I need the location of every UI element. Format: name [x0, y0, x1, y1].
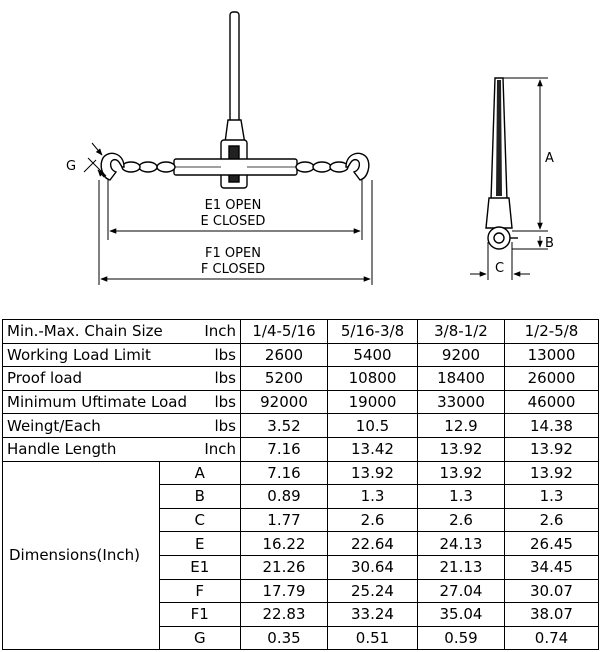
value-cell: 1.3 — [328, 485, 418, 509]
label-f-closed: F CLOSED — [200, 262, 266, 277]
header-size-4: 1/2-5/8 — [505, 320, 599, 344]
row-label-cell — [3, 343, 241, 367]
value-cell: 30.07 — [505, 579, 599, 603]
value-cell: 26.45 — [505, 532, 599, 556]
label-f1-open: F1 OPEN — [205, 246, 261, 261]
value-cell: 2.6 — [328, 508, 418, 532]
value-cell: 7.16 — [241, 461, 328, 485]
value-cell: 30.64 — [328, 555, 418, 579]
value-cell: 0.89 — [241, 485, 328, 509]
value-cell: 13.92 — [328, 461, 418, 485]
table-row — [3, 414, 599, 438]
row-label-cell — [3, 390, 241, 414]
value-cell: 1.3 — [418, 485, 505, 509]
value-cell: 13.92 — [418, 437, 505, 461]
value-cell: 0.35 — [241, 626, 328, 650]
label-g: G — [66, 159, 77, 174]
row-label: Weingt/Each — [7, 416, 101, 435]
value-cell: 10800 — [328, 367, 418, 391]
value-cell: 2.6 — [418, 508, 505, 532]
value-cell: 26000 — [505, 367, 599, 391]
label-e1-open: E1 OPEN — [204, 198, 262, 213]
value-cell: 13.42 — [328, 437, 418, 461]
value-cell: 1.3 — [505, 485, 599, 509]
row-unit: lbs — [214, 345, 236, 364]
dimension-key: E1 — [159, 555, 240, 579]
value-cell: 2600 — [241, 343, 328, 367]
table-row — [3, 367, 599, 391]
table-row — [3, 343, 599, 367]
dimensions-group-label: Dimensions(Inch) — [3, 462, 159, 650]
value-cell: 2.6 — [505, 508, 599, 532]
dimensions-group-cell — [3, 461, 241, 650]
header-size-3: 3/8-1/2 — [418, 320, 505, 344]
value-cell: 34.45 — [505, 555, 599, 579]
dimension-key: B — [159, 485, 240, 509]
value-cell: 92000 — [241, 390, 328, 414]
row-label-cell — [3, 437, 241, 461]
row-label: Proof load — [7, 369, 83, 388]
dimension-key: F — [159, 579, 240, 603]
label-a: A — [545, 151, 554, 166]
value-cell: 25.24 — [328, 579, 418, 603]
value-cell: 38.07 — [505, 603, 599, 627]
value-cell: 14.38 — [505, 414, 599, 438]
row-label-cell — [3, 414, 241, 438]
value-cell: 19000 — [328, 390, 418, 414]
right-grab-hook — [346, 153, 369, 180]
value-cell: 13000 — [505, 343, 599, 367]
value-cell: 5200 — [241, 367, 328, 391]
dimension-key: G — [159, 626, 240, 649]
value-cell: 18400 — [418, 367, 505, 391]
row-label: Working Load Limit — [7, 345, 151, 364]
table-header-row — [3, 320, 599, 344]
dimension-row — [3, 461, 599, 485]
value-cell: 21.13 — [418, 555, 505, 579]
value-cell: 33000 — [418, 390, 505, 414]
value-cell: 24.13 — [418, 532, 505, 556]
header-size-2: 5/16-3/8 — [328, 320, 418, 344]
left-grab-hook — [101, 153, 124, 180]
header-label: Min.-Max. Chain Size — [7, 322, 163, 341]
label-e-closed: E CLOSED — [200, 214, 266, 229]
dimension-key: E — [159, 532, 240, 556]
value-cell: 12.9 — [418, 414, 505, 438]
label-b: B — [545, 236, 554, 251]
value-cell: 7.16 — [241, 437, 328, 461]
row-unit: lbs — [214, 416, 236, 435]
value-cell: 22.83 — [241, 603, 328, 627]
value-cell: 22.64 — [328, 532, 418, 556]
dimension-key: C — [159, 508, 240, 532]
binder-side-view — [486, 78, 518, 249]
label-c: C — [495, 261, 505, 276]
value-cell: 0.74 — [505, 626, 599, 650]
row-unit: lbs — [214, 369, 236, 388]
value-cell: 3.52 — [241, 414, 328, 438]
table-row — [3, 437, 599, 461]
value-cell: 27.04 — [418, 579, 505, 603]
header-label-cell — [3, 320, 241, 344]
value-cell: 13.92 — [505, 461, 599, 485]
value-cell: 33.24 — [328, 603, 418, 627]
row-unit: Inch — [204, 440, 236, 459]
load-binder-diagram — [0, 0, 600, 300]
row-label: Handle Length — [7, 440, 117, 459]
table-row — [3, 390, 599, 414]
value-cell: 46000 — [505, 390, 599, 414]
value-cell: 9200 — [418, 343, 505, 367]
header-unit: Inch — [204, 322, 236, 341]
value-cell: 13.92 — [418, 461, 505, 485]
row-unit: lbs — [214, 393, 236, 412]
value-cell: 35.04 — [418, 603, 505, 627]
binder-handle — [230, 12, 239, 122]
value-cell: 16.22 — [241, 532, 328, 556]
header-size-1: 1/4-5/16 — [241, 320, 328, 344]
value-cell: 21.26 — [241, 555, 328, 579]
row-label: Minimum Uftimate Load — [7, 393, 187, 412]
value-cell: 10.5 — [328, 414, 418, 438]
value-cell: 0.51 — [328, 626, 418, 650]
value-cell: 1.77 — [241, 508, 328, 532]
specification-table — [2, 319, 599, 650]
value-cell: 13.92 — [505, 437, 599, 461]
binder-front-view — [101, 12, 369, 188]
dimension-key: F1 — [159, 603, 240, 627]
value-cell: 17.79 — [241, 579, 328, 603]
row-label-cell — [3, 367, 241, 391]
dimension-key: A — [194, 463, 205, 482]
value-cell: 5400 — [328, 343, 418, 367]
value-cell: 0.59 — [418, 626, 505, 650]
